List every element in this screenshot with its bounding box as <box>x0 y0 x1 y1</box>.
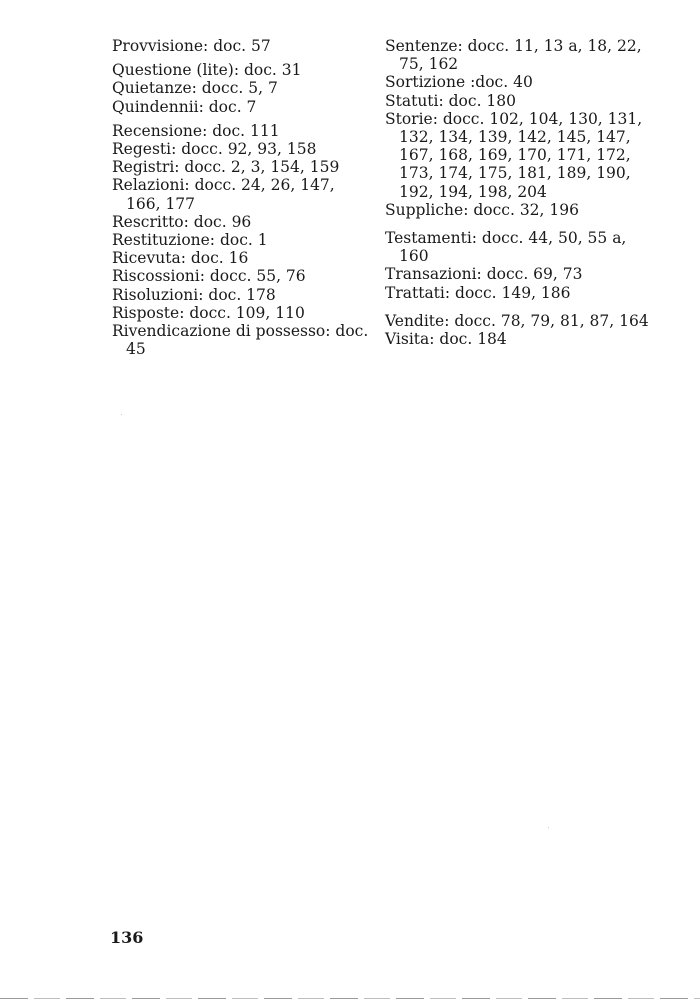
index-entry: Sortizione :doc. 40 <box>385 73 533 92</box>
index-entry: Statuti: doc. 180 <box>385 91 517 110</box>
index-entry: Provvisione: doc. 57 <box>112 37 271 55</box>
index-entry: Recensione: doc. 111 <box>112 121 280 140</box>
index-entry: Risoluzioni: doc. 178 <box>112 285 276 304</box>
scan-speck <box>548 827 549 828</box>
index-entry: Registri: docc. 2, 3, 154, 159 <box>112 158 340 177</box>
index-entry: Quindennii: doc. 7 <box>112 97 257 116</box>
index-entry: Ricevuta: doc. 16 <box>112 249 249 268</box>
index-entry: Transazioni: docc. 69, 73 <box>385 265 583 284</box>
index-entry: Restituzione: doc. 1 <box>112 231 268 250</box>
index-entry: Quietanze: docc. 5, 7 <box>112 79 278 98</box>
index-entry: Regesti: docc. 92, 93, 158 <box>112 140 317 159</box>
scan-speck <box>121 414 122 415</box>
index-entry: Suppliche: docc. 32, 196 <box>385 200 579 219</box>
index-entry: Testamenti: docc. 44, 50, 55 a, 160 <box>385 229 627 266</box>
index-entry: Rivendicazione di possesso: doc. 45 <box>112 322 369 359</box>
index-entry: Questione (lite): doc. 31 <box>112 61 302 80</box>
page-number: 136 <box>110 928 144 947</box>
index-column-right <box>385 37 653 348</box>
index-entry: Relazioni: docc. 24, 26, 147, 166, 177 <box>112 176 335 213</box>
index-entry: Rescritto: doc. 96 <box>112 212 252 231</box>
index-entry: Risposte: docc. 109, 110 <box>112 303 305 322</box>
index-column-left <box>112 37 372 358</box>
index-entry: Vendite: docc. 78, 79, 81, 87, 164 <box>385 311 649 330</box>
index-entry: Sentenze: docc. 11, 13 a, 18, 22, 75, 162 <box>385 37 642 74</box>
scan-edge-line <box>0 998 700 999</box>
index-entry: Trattati: docc. 149, 186 <box>385 283 571 302</box>
index-entry: Visita: doc. 184 <box>385 330 507 349</box>
index-entry: Storie: docc. 102, 104, 130, 131, 132, 134, 139, 142, 145, 147, 167, 168, 169, 170, 171, 172, 173, 174, 175, 181, 189, 190, 192, 194, 198, 204 <box>385 109 643 201</box>
index-entry: Riscossioni: docc. 55, 76 <box>112 267 306 286</box>
